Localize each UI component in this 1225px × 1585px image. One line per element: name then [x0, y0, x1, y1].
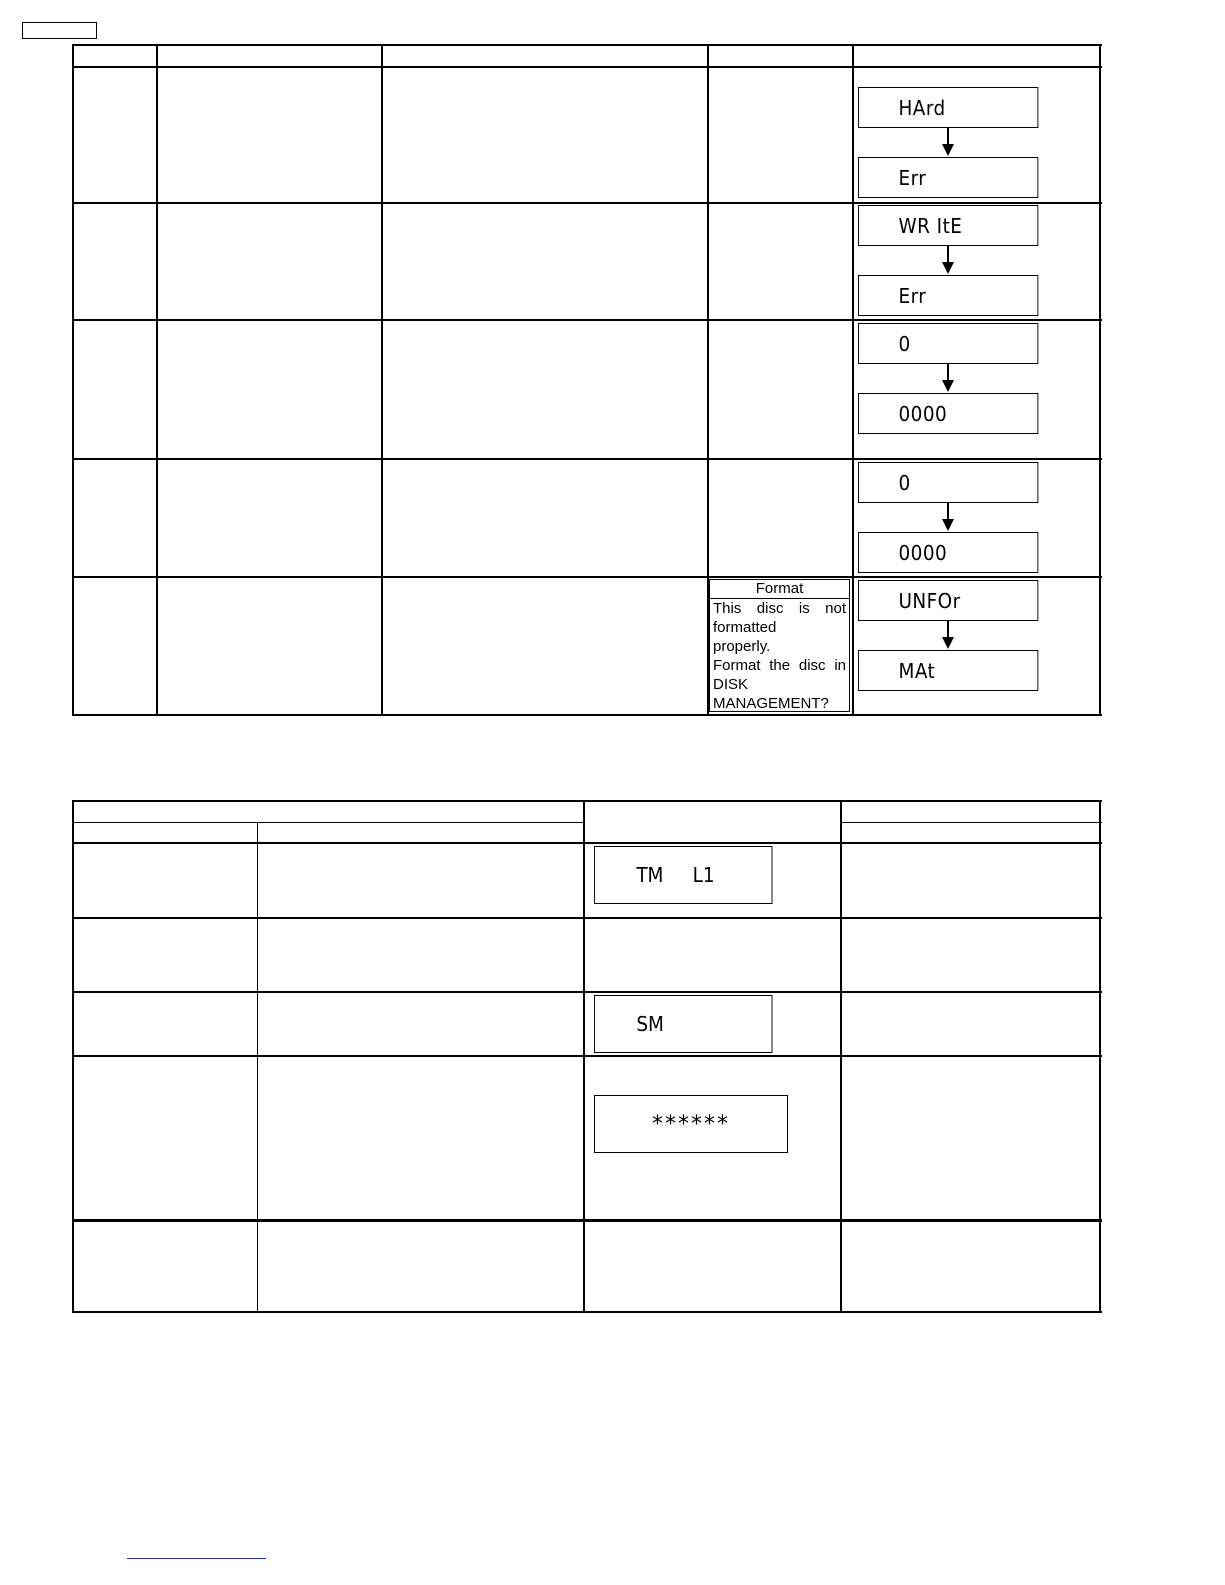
bottom-table-row-divider: [73, 1055, 1102, 1057]
lcd-display-text: HArd: [898, 95, 946, 120]
lcd-display: [858, 275, 1038, 316]
message-line: This disc is not: [713, 600, 846, 617]
top-table-row-divider: [73, 458, 1102, 460]
lcd-display-text: UNFOr: [898, 588, 961, 613]
lcd-display: [594, 846, 772, 904]
message-line: Format the disc in: [713, 657, 846, 674]
top-table-row-divider: [73, 202, 1102, 204]
lcd-display-text: Err: [898, 165, 927, 190]
bottom-table-col-line: [257, 822, 258, 1313]
bottom-table-col-line: [1099, 800, 1101, 1313]
message-line: MANAGEMENT?: [713, 695, 829, 712]
top-table-col-line: [852, 44, 854, 716]
lcd-display-text: ******: [652, 1111, 730, 1137]
lcd-display: [858, 532, 1038, 573]
message-line: formatted: [713, 619, 777, 636]
lcd-display: [594, 1095, 788, 1153]
lcd-display: [858, 157, 1038, 198]
page-tag-box: [22, 22, 97, 39]
bottom-table-subheader-line: [73, 822, 585, 823]
lcd-display-text: Err: [898, 283, 927, 308]
lcd-display: [858, 323, 1038, 364]
bottom-table-header-bottom: [73, 842, 1102, 844]
lcd-display-text: 0000: [898, 540, 948, 565]
lcd-display: [858, 580, 1038, 621]
top-table-row-divider: [73, 576, 1102, 578]
down-arrow-icon: [947, 621, 949, 639]
lcd-display-text: MAt: [898, 658, 936, 683]
lcd-display: [858, 462, 1038, 503]
lcd-display-text: WR ItE: [898, 213, 963, 238]
message-box-title: Format: [710, 580, 849, 599]
down-arrow-icon: [947, 364, 949, 382]
lcd-display-text: TM L1: [636, 863, 715, 887]
top-table-header-bottom: [73, 66, 1102, 68]
bottom-table-col-line: [72, 800, 74, 1313]
lcd-display-text: 0000: [898, 401, 948, 426]
top-table-col-line: [1099, 44, 1101, 716]
top-table-border-bottom: [73, 714, 1102, 716]
bottom-table-subheader-line: [841, 822, 1102, 823]
bottom-table-border-bottom: [73, 1311, 1102, 1313]
top-table-border-top: [73, 44, 1102, 46]
top-table-row-divider: [73, 319, 1102, 321]
lcd-display: [594, 995, 772, 1053]
lcd-display-text: 0: [898, 331, 911, 356]
down-arrow-icon: [947, 128, 949, 146]
top-table-col-line: [381, 44, 383, 716]
bottom-table-col-line: [583, 800, 585, 1313]
lcd-display: [858, 205, 1038, 246]
down-arrow-icon: [947, 503, 949, 521]
lcd-display-text: 0: [898, 470, 911, 495]
top-table-col-line: [72, 44, 74, 716]
lcd-display: [858, 393, 1038, 434]
bottom-table-row-divider: [73, 991, 1102, 993]
bottom-table-row-divider: [73, 1219, 1102, 1222]
lcd-display: [858, 87, 1038, 128]
down-arrow-icon: [947, 246, 949, 264]
top-table-col-line: [156, 44, 158, 716]
bottom-table-border-top: [73, 800, 1102, 802]
message-line: DISK: [713, 676, 749, 693]
format-message-box: [709, 579, 850, 712]
message-line: properly.: [713, 638, 771, 655]
bottom-table-row-divider: [73, 917, 1102, 919]
footer-link-underline: [127, 1558, 266, 1559]
bottom-table-col-line: [840, 800, 842, 1313]
message-box-body: [710, 599, 849, 713]
lcd-display-text: SM: [636, 1012, 664, 1036]
lcd-display: [858, 650, 1038, 691]
